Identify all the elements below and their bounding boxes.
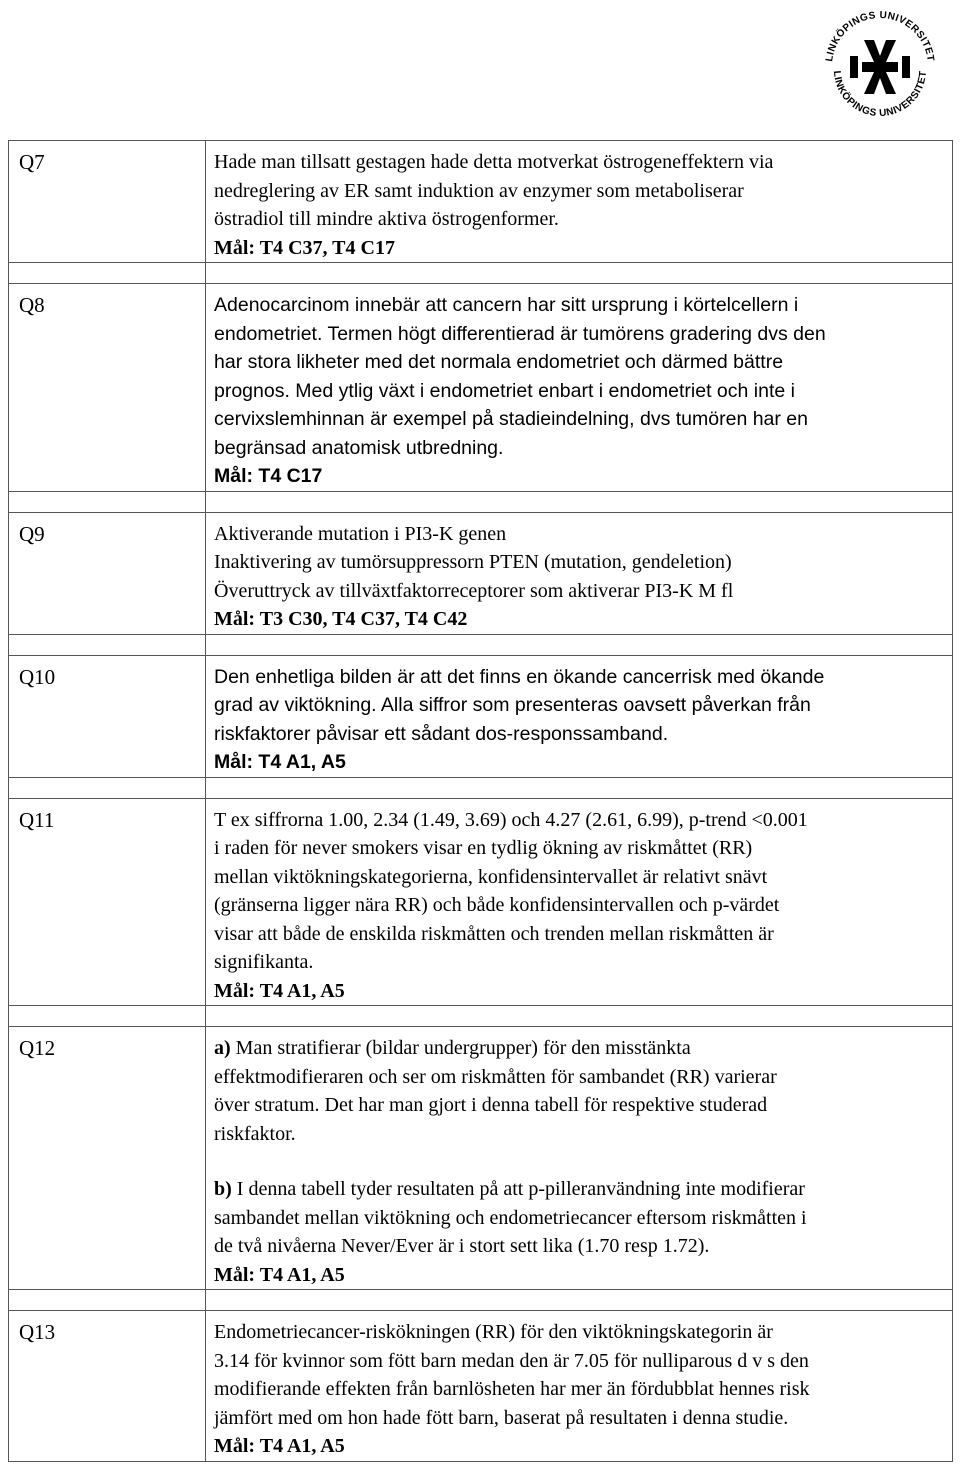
answer-text: [206, 513, 952, 634]
part-a-label: a): [214, 1037, 231, 1059]
answer-line: (gränserna ligger nära RR) och både konfidensintervallen och p-värdet: [214, 894, 780, 916]
question-label: Q8: [19, 293, 45, 317]
spacer-row: [9, 263, 953, 284]
answer-line: [214, 1034, 948, 1063]
answer-text: [206, 656, 952, 777]
goal-line: Mål: T4 A1, A5: [214, 1435, 345, 1457]
answer-text: [206, 284, 952, 491]
university-seal-logo: [812, 4, 948, 128]
answer-line: har stora likheter med det normala endometriet och därmed bättre: [214, 351, 784, 373]
answer-line: riskfaktorer påvisar ett sådant dos-responssamband.: [214, 722, 669, 745]
goal-line: Mål: T4 A1, A5: [214, 751, 346, 773]
answer-line: endometriet. Termen högt differentierad är tumörens gradering dvs den: [214, 322, 826, 345]
question-label: Q12: [19, 1036, 56, 1060]
table-row: [9, 284, 953, 492]
question-label: Q11: [19, 807, 55, 832]
answer-line: i raden för never smokers visar en tydlig ökning av riskmåttet (RR): [214, 837, 753, 859]
answer-line: över stratum. Det har man gjort i denna tabell för respektive studerad: [214, 1094, 768, 1116]
answer-line: sambandet mellan viktökning och endometriecancer eftersom riskmåtten i: [214, 1206, 807, 1229]
answer-line: cervixslemhinnan är exempel på stadieindelning, dvs tumören har en: [214, 408, 808, 430]
spacer-row: [9, 634, 953, 655]
part-b-label: b): [214, 1178, 232, 1200]
answer-line: 3.14 för kvinnor som fött barn medan den är 7.05 för nulliparous d v s den: [214, 1349, 809, 1372]
answer-line: effektmodifieraren och ser om riskmåtten för sambandet (RR) varierar: [214, 1065, 777, 1088]
answer-text: [206, 1027, 952, 1289]
answers-table: [8, 140, 953, 1462]
answer-line: Adenocarcinom innebär att cancern har sitt ursprung i körtelcellern i: [214, 294, 799, 316]
answer-line: Hade man tillsatt gestagen hade detta motverkat östrogeneffektern via: [214, 151, 774, 173]
answer-line: [214, 1175, 948, 1204]
goal-line: Mål: T4 A1, A5: [214, 1263, 345, 1286]
goal-line: Mål: T4 C17: [214, 465, 323, 487]
answer-line: jämfört med om hon hade fött barn, baserat på resultaten i denna studie.: [214, 1406, 789, 1429]
answer-line-text: I denna tabell tyder resultaten på att p-pilleranvändning inte modifierar: [231, 1178, 805, 1200]
goal-line: Mål: T4 C37, T4 C17: [214, 236, 395, 259]
answer-line: mellan viktökningskategorierna, konfidensintervallet är relativt snävt: [214, 865, 768, 888]
answer-line: riskfaktor.: [214, 1122, 296, 1145]
answer-line: visar att både de enskilda riskmåtten och trenden mellan riskmåtten är: [214, 922, 774, 945]
table-row: [9, 1027, 953, 1290]
answer-line: de två nivåerna Never/Ever är i stort sett lika (1.70 resp 1.72).: [214, 1235, 710, 1257]
answer-line: signifikanta.: [214, 951, 314, 973]
answer-line: Överuttryck av tillväxtfaktorreceptorer som aktiverar PI3-K M fl: [214, 579, 734, 602]
question-label: Q7: [19, 150, 45, 174]
spacer-row: [9, 1006, 953, 1027]
spacer-row: [9, 1290, 953, 1311]
question-label: Q10: [19, 664, 56, 689]
table-row: [9, 512, 953, 634]
question-label: Q9: [19, 521, 45, 546]
svg-text:LINKÖPINGS UNIVERSITET: [824, 10, 936, 62]
answer-line: grad av viktökning. Alla siffror som presenteras oavsett påverkan från: [214, 694, 811, 716]
spacer-row: [9, 777, 953, 798]
answer-text: [206, 1311, 952, 1461]
answer-text: [206, 799, 952, 1006]
answer-line: nedreglering av ER samt induktion av enzymer som metaboliserar: [214, 179, 744, 202]
answer-line: modifierande effekten från barnlösheten har mer än fördubblat hennes risk: [214, 1378, 810, 1400]
answer-line: Inaktivering av tumörsuppressorn PTEN (mutation, gendeletion): [214, 551, 732, 573]
logo-ring-text-bottom: LINKÖPINGS UNIVERSITET: [830, 70, 930, 120]
logo-ring-text-top: LINKÖPINGS UNIVERSITET: [824, 9, 936, 63]
answer-line: begränsad anatomisk utbredning.: [214, 436, 504, 459]
answer-line-text: Man stratifierar (bildar undergrupper) för den misstänkta: [230, 1037, 691, 1059]
spacer-row: [9, 491, 953, 512]
question-label: Q13: [19, 1320, 56, 1344]
goal-line: Mål: T3 C30, T4 C37, T4 C42: [214, 608, 468, 630]
table-row: [9, 1311, 953, 1462]
table-row: [9, 141, 953, 263]
answer-line: prognos. Med ytlig växt i endometriet enbart i endometriet och inte i: [214, 379, 795, 402]
table-row: [9, 798, 953, 1006]
answer-line: Den enhetliga bilden är att det finns en ökande cancerrisk med ökande: [214, 665, 825, 688]
table-row: [9, 655, 953, 777]
answer-line: T ex siffrorna 1.00, 2.34 (1.49, 3.69) och 4.27 (2.61, 6.99), p-trend <0.001: [214, 808, 808, 831]
answer-text: [206, 141, 952, 262]
answer-line: Endometriecancer-riskökningen (RR) för den viktökningskategorin är: [214, 1321, 773, 1343]
answer-line: Aktiverande mutation i PI3-K genen: [214, 522, 507, 545]
answer-line: östradiol till mindre aktiva östrogenformer.: [214, 208, 559, 230]
goal-line: Mål: T4 A1, A5: [214, 979, 345, 1002]
